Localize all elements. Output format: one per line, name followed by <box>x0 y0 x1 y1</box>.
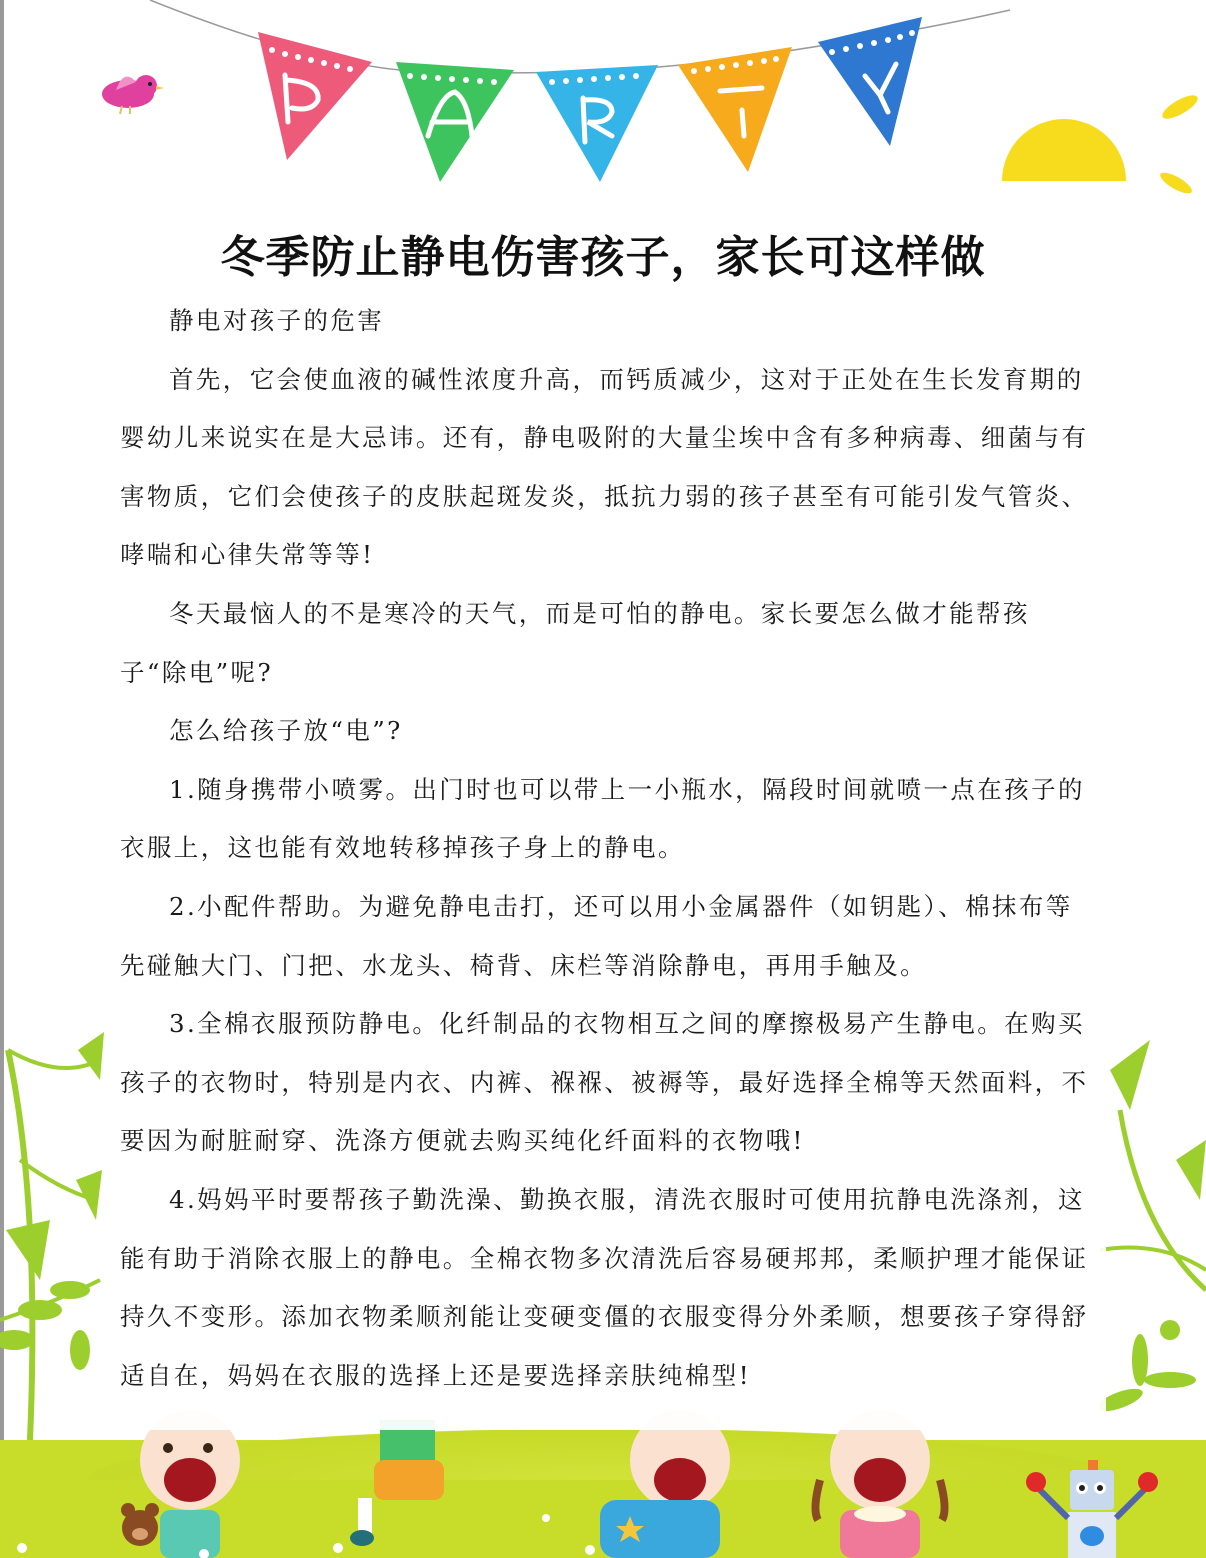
section-heading-harm: 静电对孩子的危害 <box>169 306 385 335</box>
paragraph-winter-intro: 冬天最恼人的不是寒冷的天气，而是可怕的静电。家长要怎么做才能帮孩子“除电”呢? <box>120 598 1030 687</box>
tip-1-spray: 1.随身携带小喷雾。出门时也可以带上一小瓶水，隔段时间就喷一点在孩子的衣服上，这也能有效地转移掉孩子身上的静电。 <box>120 774 1085 863</box>
pennant-a-icon <box>396 62 514 182</box>
pennant-y-icon <box>818 17 922 146</box>
pennant-t-icon <box>678 47 792 172</box>
article-body <box>120 292 1095 1405</box>
sun-icon <box>1000 95 1206 215</box>
section-heading-discharge: 怎么给孩子放“电”? <box>169 716 403 746</box>
pink-bird-icon <box>96 68 166 118</box>
left-vine-decoration <box>0 1020 110 1450</box>
paragraph-harm-details: 首先，它会使血液的碱性浓度升高，而钙质减少，这对于正处在生长发育期的婴幼儿来说实在是大忌讳。还有，静电吸附的大量尘埃中含有多种病毒、细菌与有害物质，它们会使孩子的皮肤起斑发炎，抵抗力弱的孩子甚至有可能引发气管炎、哮喘和心律失常等等! <box>120 364 1089 570</box>
tip-2-accessories: 2.小配件帮助。为避免静电击打，还可以用小金属器件（如钥匙）、棉抹布等先碰触大门、门把、水龙头、椅背、床栏等消除静电，再用手触及。 <box>120 891 1073 980</box>
tip-3-cotton-clothes: 3.全棉衣服预防静电。化纤制品的衣物相互之间的摩擦极易产生静电。在购买孩子的衣物时，特别是内衣、内裤、褓褓、被褥等，最好选择全棉等天然面料，不要因为耐脏耐穿、洗涤方便就去购买纯化纤面料的衣物哦! <box>120 1009 1089 1156</box>
right-vine-decoration <box>1100 1030 1206 1450</box>
tip-4-washing: 4.妈妈平时要帮孩子勤洗澡、勤换衣服，清洗衣服时可使用抗静电洗涤剂，这能有助于消除衣服上的静电。全棉衣物多次清洗后容易硬邦邦，柔顺护理才能保证持久不变形。添加衣物柔顺剂能让变硬变僵的衣服变得分外柔顺，想要孩子穿得舒适自在，妈妈在衣服的选择上还是要选择亲肤纯棉型! <box>120 1184 1089 1390</box>
pennant-p-icon <box>258 32 372 160</box>
article-title: 冬季防止静电伤害孩子，家长可这样做 <box>220 232 986 284</box>
pennant-r-icon <box>536 65 658 182</box>
